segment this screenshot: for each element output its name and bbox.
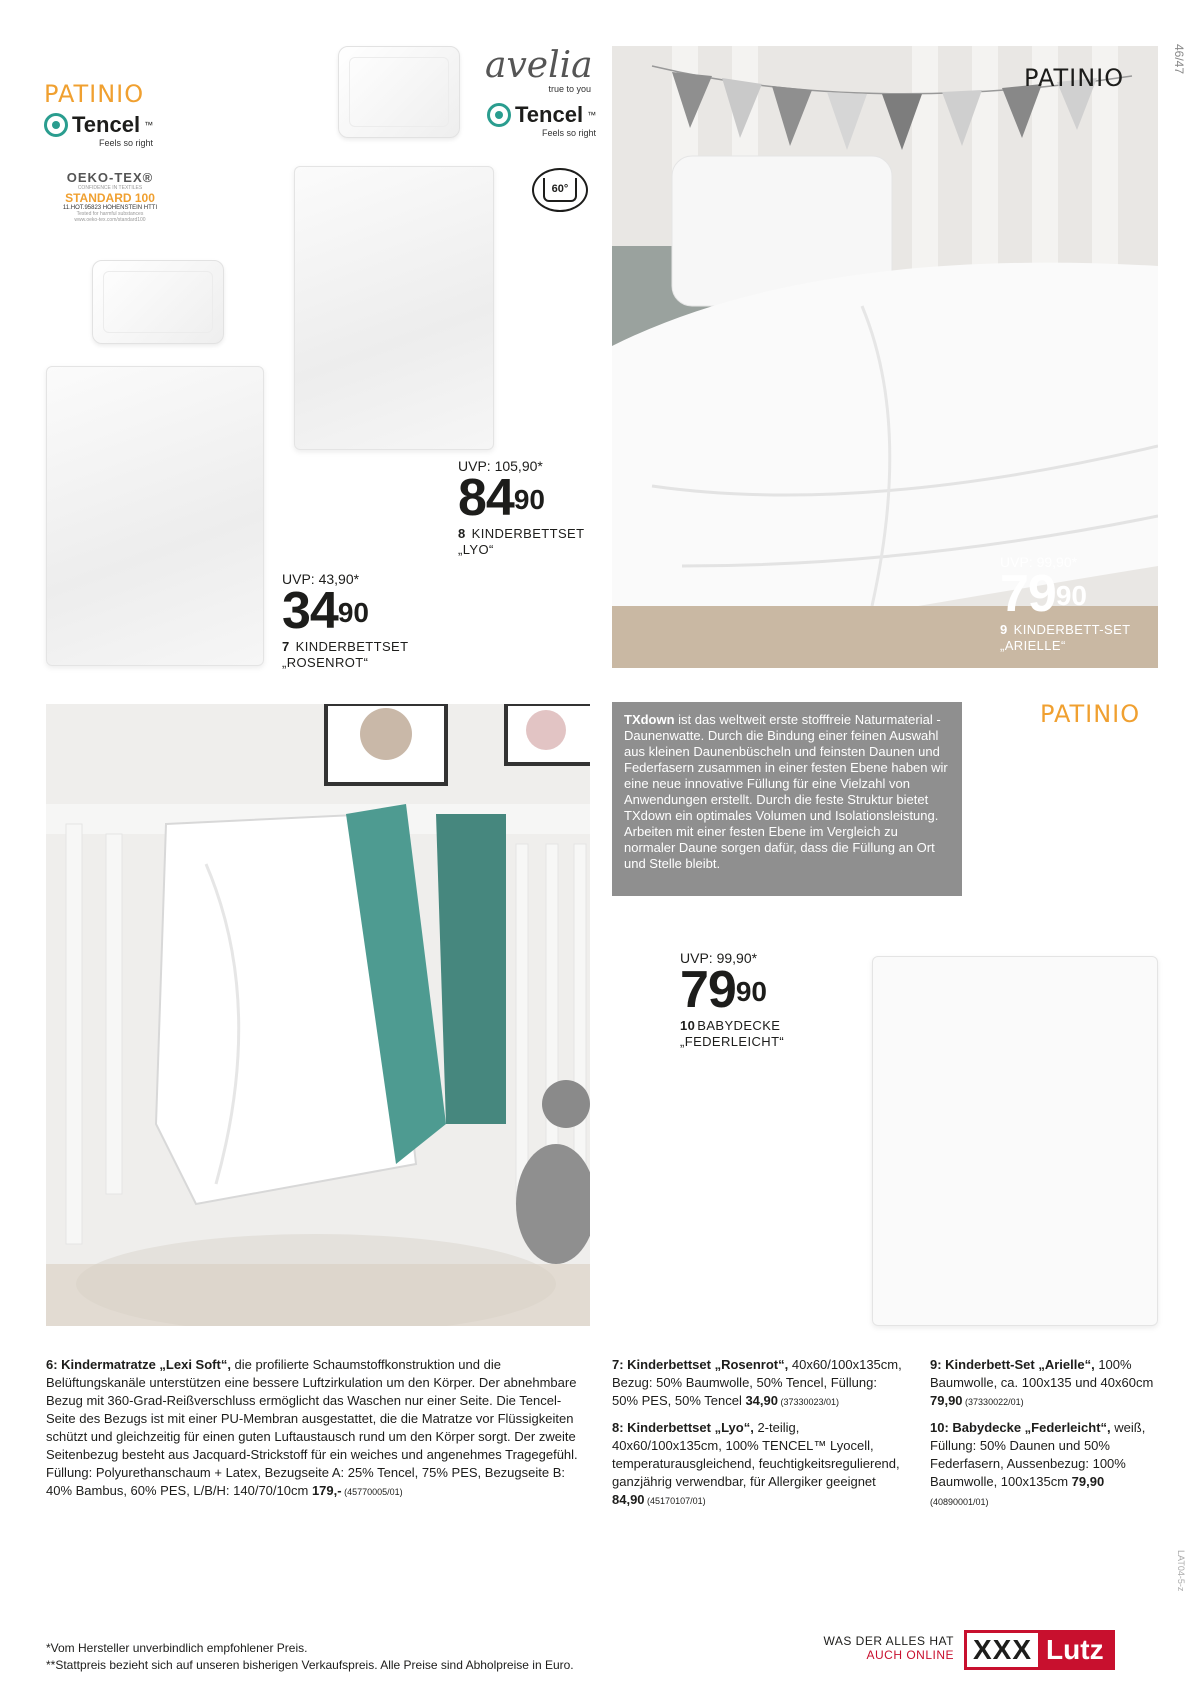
description-7-title: 7: Kinderbettset „Rosenrot“, xyxy=(612,1357,789,1372)
description-7 xyxy=(612,1356,902,1411)
price-euro: 34 xyxy=(282,582,338,640)
price-cent: 90 xyxy=(735,976,767,1007)
description-9-text: 100% Baumwolle, ca. 100x135 und 40x60cm xyxy=(930,1357,1154,1390)
uvp-price: UVP: 99,90* xyxy=(1000,554,1078,570)
slogan-line-2: AUCH ONLINE xyxy=(866,1648,954,1662)
description-10-title: 10: Babydecke „Federleicht“, xyxy=(930,1420,1111,1435)
oeko-number: 11.HOT.95823 HOHENSTEIN HTTI xyxy=(62,205,158,211)
sale-price xyxy=(680,961,784,1019)
footer-note-stattpreis: **Stattpreis bezieht sich auf unseren bisherigen Verkaufspreis. Alle Preise sind Abholpreise in Euro. xyxy=(46,1658,574,1672)
federleicht-blanket-image xyxy=(872,956,1158,1326)
tencel-leaf-icon xyxy=(487,103,511,127)
patinio-logo-mid: PATINIO xyxy=(1040,700,1141,728)
sale-price xyxy=(282,582,408,640)
price-block-arielle xyxy=(1000,554,1130,654)
product-name xyxy=(680,1018,784,1034)
description-8 xyxy=(612,1419,902,1510)
description-10-price: 79,90 xyxy=(1071,1474,1105,1489)
patinio-logo-photo: PATINIO xyxy=(1024,64,1125,92)
oeko-title: OEKO-TEX® xyxy=(66,170,154,185)
oeko-sub: CONFIDENCE IN TEXTILES xyxy=(77,185,143,191)
tencel-tm: ™ xyxy=(587,110,597,120)
product-title: KINDERBETTSET xyxy=(295,639,409,654)
catalog-code: LAT04-5-z xyxy=(1176,1550,1186,1592)
description-10-code: (40890001/01) xyxy=(930,1497,989,1507)
description-6 xyxy=(46,1356,586,1501)
description-column-1 xyxy=(46,1356,586,1509)
tencel-tagline: Feels so right xyxy=(99,138,154,148)
tencel-word: Tencel xyxy=(72,112,141,137)
product-name xyxy=(282,639,408,655)
footer-notes xyxy=(46,1640,766,1674)
description-8-text: 2-teilig, 40x60/100x135cm, 100% TENCEL™ Lyocell, temperaturausgleichend, feuchtigkeitsregulierend, ganzjährig verwendbar, für Allergiker geeignet xyxy=(612,1420,900,1489)
price-euro: 79 xyxy=(1000,565,1056,623)
product-title: BABYDECKE xyxy=(697,1018,781,1033)
lyo-pillow-image xyxy=(338,46,460,138)
arielle-room-photo xyxy=(612,46,1158,668)
uvp-price: UVP: 99,90* xyxy=(680,950,758,966)
avelia-logo xyxy=(485,45,593,94)
description-column-3 xyxy=(930,1356,1160,1519)
tencel-leaf-icon xyxy=(44,113,68,137)
page-number: 46/47 xyxy=(1172,44,1186,75)
price-euro: 79 xyxy=(680,961,736,1019)
product-name xyxy=(458,526,584,542)
product-subtitle: „ROSENROT“ xyxy=(282,655,369,670)
price-block-rosenrot xyxy=(282,571,408,671)
xxxlutz-logo[interactable] xyxy=(964,1630,1115,1670)
description-10 xyxy=(930,1419,1160,1511)
uvp-price: UVP: 105,90* xyxy=(458,458,543,474)
price-block-federleicht xyxy=(680,950,784,1050)
description-9-code: (37330022/01) xyxy=(962,1397,1024,1407)
description-6-text: die profilierte Schaumstoffkonstruktion und die Belüftungskanäle unterstützen eine bessere Luftzirkulation um den Körper. Der abnehmbare Bezug mit 360-Grad-Reißverschluss ermöglicht das Waschen nur einer Seite. Die Tencel-Seite des Bezugs ist mit einer PU-Membran ausgestattet, die die Matratze vor Flüssigkeiten schützt und gleichzeitig für einen guten Luftaustausch rund um den Körper sorgt. Der zweite Seitenbezug besteht aus Jacquard-Strickstoff für ein weiches und angenehmes Tragegefühl. Füllung: Polyurethanschaum + Latex, Bezugseite A: 25% Tencel, 75% PES, Bezugseite B: 40% Bambus, 60% PES, L/B/H: 140/70/10cm xyxy=(46,1357,578,1498)
description-column-2 xyxy=(612,1356,902,1518)
description-8-code: (45170107/01) xyxy=(644,1496,706,1506)
description-9-price: 79,90 xyxy=(930,1393,963,1408)
description-7-code: (37330023/01) xyxy=(778,1397,840,1407)
patinio-logo: PATINIO xyxy=(44,80,145,108)
rosenrot-duvet-image xyxy=(46,366,264,666)
oeko-tested: Tested for harmful substances xyxy=(76,211,144,217)
tencel-tm: ™ xyxy=(144,120,154,130)
price-cent: 90 xyxy=(337,597,369,628)
product-number: 10 xyxy=(680,1018,696,1033)
description-7-text: 40x60/100x135cm, Bezug: 50% Baumwolle, 50% Tencel, Füllung: 50% PES, 50% Tencel xyxy=(612,1357,902,1408)
oeko-standard: STANDARD 100 xyxy=(65,191,155,205)
description-9-title: 9: Kinderbett-Set „Arielle“, xyxy=(930,1357,1095,1372)
avelia-tagline: true to you xyxy=(548,84,591,94)
lyo-duvet-image xyxy=(294,166,494,450)
product-subtitle: „FEDERLEICHT“ xyxy=(680,1034,785,1049)
sale-price xyxy=(458,469,584,527)
description-10-text: weiß, Füllung: 50% Daunen und 50% Federfasern, Aussenbezug: 100% Baumwolle, 100x135cm xyxy=(930,1420,1146,1489)
txdown-lead: TXdown xyxy=(624,712,675,727)
description-7-price: 34,90 xyxy=(745,1393,778,1408)
xxxlutz-logo-xxx: XXX xyxy=(967,1633,1038,1667)
description-8-title: 8: Kinderbettset „Lyo“, xyxy=(612,1420,754,1435)
txdown-text: ist das weltweit erste stofffreie Naturmaterial -Daunenwatte. Durch die Bindung einer feinen Auswahl aus kleinen Daunenbüscheln und feinsten Daunen und Federfasern zusammen in einer festen Ebene haben wir eine neue innovative Füllung für eine Vielzahl von Anwendungen erstellt. Durch die feste Struktur bietet TXdown ein optimales Volumen und Isolationsleistung. Arbeiten mit einer festen Ebene im Vergleich zu normaler Daune sorgen dafür, dass die Füllung an Ort und Stelle bleibt. xyxy=(624,712,948,871)
product-subtitle: „ARIELLE“ xyxy=(1000,638,1066,653)
description-9 xyxy=(930,1356,1160,1411)
uvp-price: UVP: 43,90* xyxy=(282,571,360,587)
product-subtitle: „LYO“ xyxy=(458,542,494,557)
product-number: 9 xyxy=(1000,622,1008,637)
description-6-code: (45770005/01) xyxy=(341,1487,403,1497)
product-number: 7 xyxy=(282,639,290,654)
price-cent: 90 xyxy=(513,484,545,515)
footer-note-uvp: *Vom Hersteller unverbindlich empfohlener Preis. xyxy=(46,1641,308,1655)
description-8-price: 84,90 xyxy=(612,1492,645,1507)
product-number: 8 xyxy=(458,526,466,541)
txdown-info-box xyxy=(612,702,962,896)
crib-scene-graphic xyxy=(46,704,590,1326)
tencel-logo-left xyxy=(44,112,153,148)
description-6-price: 179,- xyxy=(311,1483,342,1498)
tencel-tagline: Feels so right xyxy=(542,128,597,138)
description-6-title: 6: Kindermatratze „Lexi Soft“, xyxy=(46,1357,231,1372)
product-title: KINDERBETTSET xyxy=(471,526,585,541)
slogan-line-1: WAS DER ALLES HAT xyxy=(823,1634,954,1648)
footer-slogan xyxy=(790,1634,954,1662)
crib-room-photo xyxy=(46,704,590,1326)
product-title: KINDERBETT-SET xyxy=(1013,622,1131,637)
tencel-word: Tencel xyxy=(515,102,584,127)
oeko-url: www.oeko-tex.com/standard100 xyxy=(74,217,146,223)
oeko-tex-label xyxy=(40,170,180,223)
product-name xyxy=(1000,622,1130,638)
price-cent: 90 xyxy=(1055,580,1087,611)
xxxlutz-logo-lutz: Lutz xyxy=(1038,1633,1112,1667)
tencel-logo-right xyxy=(487,102,596,138)
wash-60-icon xyxy=(532,168,588,212)
sale-price xyxy=(1000,565,1130,623)
avelia-word: avelia xyxy=(485,45,593,86)
price-euro: 84 xyxy=(458,469,514,527)
rosenrot-pillow-image xyxy=(92,260,224,344)
wash-temp: 60° xyxy=(543,178,577,202)
price-block-lyo xyxy=(458,458,584,558)
